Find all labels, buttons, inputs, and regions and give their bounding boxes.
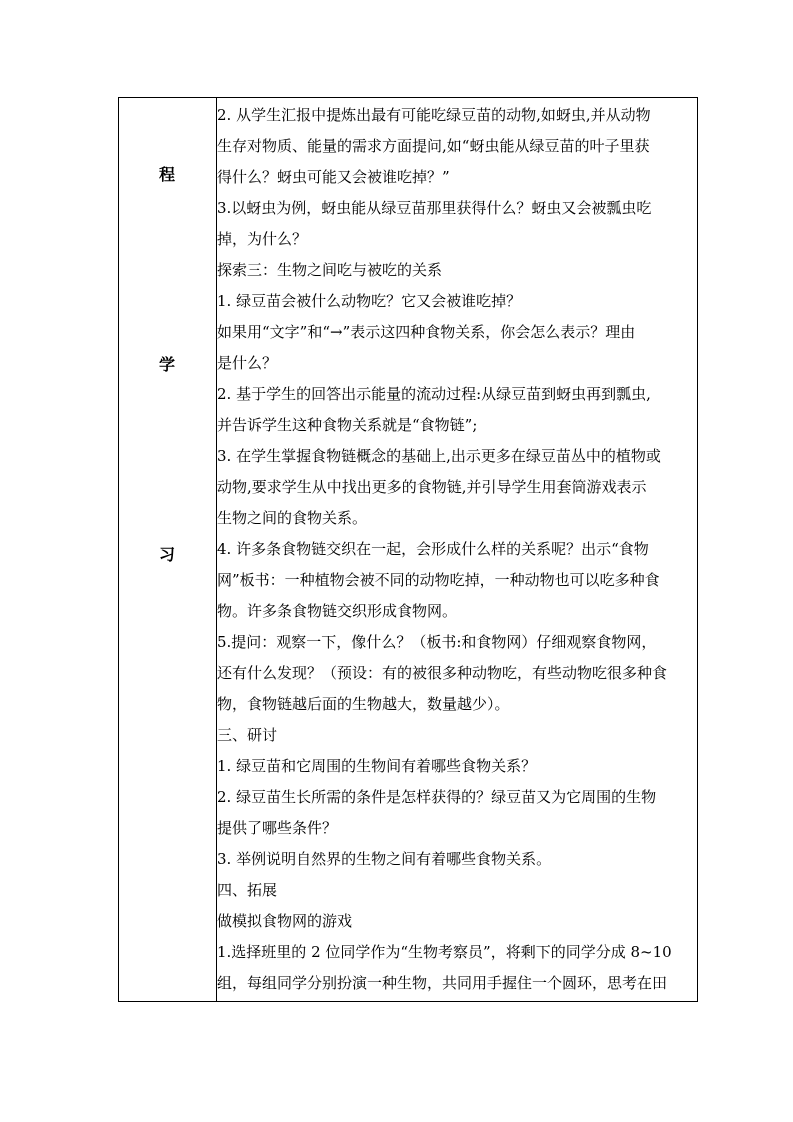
section-heading: 四、拓展 bbox=[217, 881, 278, 899]
text-line: 生存对物质、能量的需求方面提问,如“蚜虫能从绿豆苗的叶子里获 bbox=[217, 137, 650, 155]
text-line: 得什么？蚜虫可能又会被谁吃掉？” bbox=[217, 168, 450, 186]
text-line: 2. 绿豆苗生长所需的条件是怎样获得的？绿豆苗又为它周围的生物 bbox=[217, 788, 657, 806]
text-line: 1. 绿豆苗和它周围的生物间有着哪些食物关系？ bbox=[217, 757, 537, 775]
text-line: 物。许多条食物链交织形成食物网。 bbox=[217, 602, 458, 620]
text-line: 3. 在学生掌握食物链概念的基础上,出示更多在绿豆苗丛中的植物或 bbox=[217, 447, 661, 465]
lesson-content bbox=[217, 100, 697, 999]
text-line: 物，食物链越后面的生物越大，数量越少）。 bbox=[217, 695, 510, 713]
text-line: 组，每组同学分别扮演一种生物，共同用手握住一个圆环，思考在田 bbox=[217, 974, 668, 992]
side-label-xue: 学 bbox=[158, 355, 175, 374]
text-line: 3. 举例说明自然界的生物之间有着哪些食物关系。 bbox=[217, 850, 552, 868]
text-line: 1. 绿豆苗会被什么动物吃？它又会被谁吃掉？ bbox=[217, 292, 522, 310]
text-line: 做模拟食物网的游戏 bbox=[217, 912, 353, 930]
text-line: 提供了哪些条件？ bbox=[217, 819, 338, 837]
side-label-cheng: 程 bbox=[158, 165, 175, 184]
section-heading: 探索三：生物之间吃与被吃的关系 bbox=[217, 261, 443, 279]
text-line: 2. 基于学生的回答出示能量的流动过程:从绿豆苗到蚜虫再到瓢虫, bbox=[217, 385, 651, 403]
side-label-xi: 习 bbox=[158, 545, 175, 564]
text-line: 掉，为什么？ bbox=[217, 230, 308, 248]
text-line: 如果用“文字”和“→”表示这四种食物关系，你会怎么表示？理由 bbox=[217, 323, 636, 341]
text-line: 并告诉学生这种食物关系就是“食物链”; bbox=[217, 416, 478, 434]
text-line: 1.选择班里的 2 位同学作为“生物考察员”，将剩下的同学分成 8~10 bbox=[217, 943, 672, 961]
text-line: 生物之间的食物关系。 bbox=[217, 509, 368, 527]
text-line: 5.提问：观察一下，像什么？（板书:和食物网）仔细观察食物网， bbox=[217, 633, 657, 651]
text-line: 还有什么发现？（预设：有的被很多种动物吃，有些动物吃很多种食 bbox=[217, 664, 668, 682]
section-heading: 三、研讨 bbox=[217, 726, 278, 744]
text-line: 是什么？ bbox=[217, 354, 278, 372]
text-line: 2. 从学生汇报中提炼出最有可能吃绿豆苗的动物,如蚜虫,并从动物 bbox=[217, 106, 651, 124]
text-line: 3.以蚜虫为例，蚜虫能从绿豆苗那里获得什么？蚜虫又会被瓢虫吃 bbox=[217, 199, 652, 217]
text-line: 4. 许多条食物链交织在一起，会形成什么样的关系呢？出示“食物 bbox=[217, 540, 649, 558]
text-line: 网”板书：一种植物会被不同的动物吃掉，一种动物也可以吃多种食 bbox=[217, 571, 660, 589]
text-line: 动物,要求学生从中找出更多的食物链,并引导学生用套筒游戏表示 bbox=[217, 478, 647, 496]
